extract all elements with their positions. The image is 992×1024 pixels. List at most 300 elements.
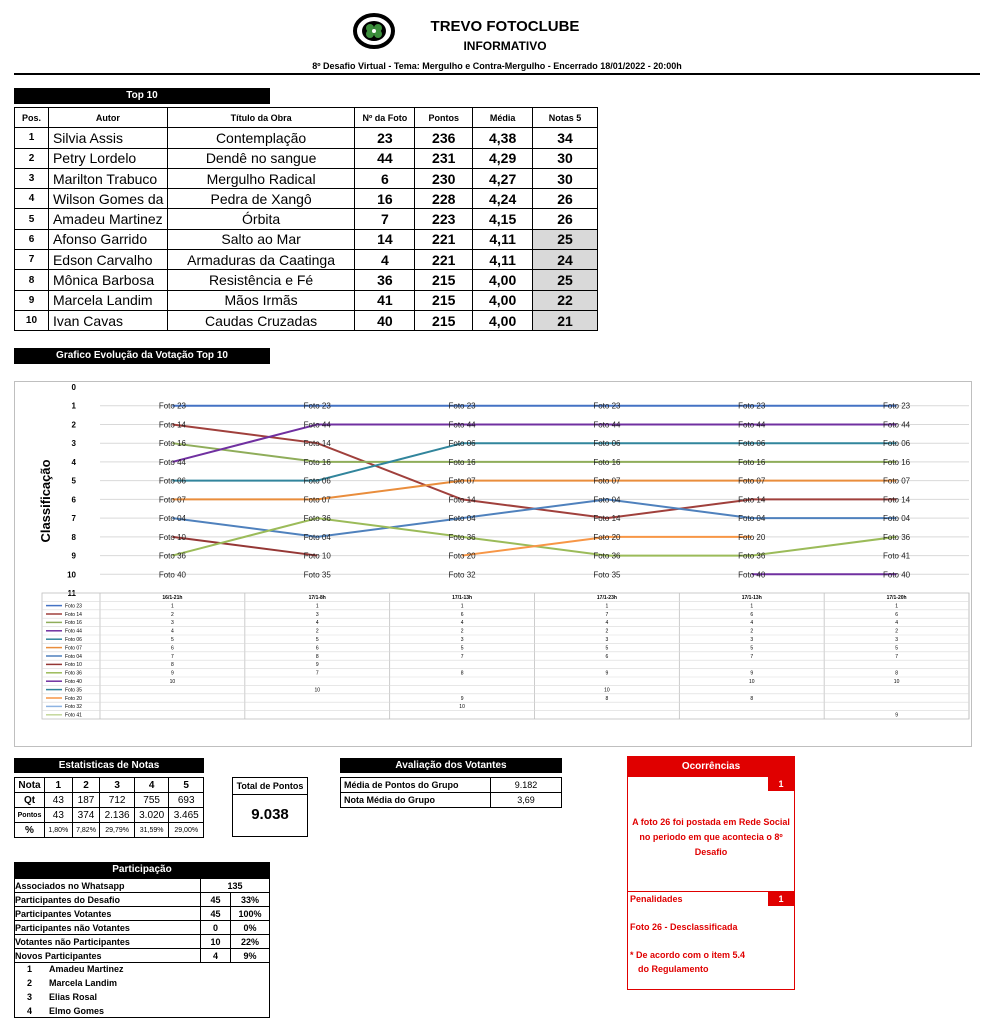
data-label: Foto 23 [303, 401, 331, 411]
cell: 2.136 [100, 808, 135, 823]
cell: 374 [72, 808, 100, 823]
top10-cell: 215 [415, 290, 473, 310]
cell: 693 [169, 793, 204, 808]
ocorrencias-box [627, 756, 795, 990]
top10-cell: 40 [355, 310, 415, 330]
data-label: Foto 06 [448, 439, 476, 449]
top10-cell: Pedra de Xangô [167, 189, 355, 209]
data-table-value: 2 [605, 628, 609, 635]
data-label: Foto 16 [448, 457, 476, 467]
data-label: Foto 23 [593, 401, 621, 411]
data-label: Foto 14 [448, 495, 476, 505]
data-table-value: 6 [895, 611, 898, 618]
top10-cell: 4,00 [473, 270, 533, 290]
top10-cell: Mergulho Radical [167, 168, 355, 188]
data-label: Foto 10 [303, 551, 331, 561]
col-header: Pos. [15, 108, 49, 128]
data-table-value: 7 [605, 611, 609, 618]
data-label: Foto 07 [448, 476, 476, 486]
data-table-value: 2 [750, 628, 754, 635]
top10-cell: Dendê no sangue [167, 148, 355, 168]
top10-cell: 236 [415, 128, 473, 148]
data-label: Foto 44 [738, 420, 766, 430]
data-label: Foto 16 [593, 457, 621, 467]
col-header: Autor [48, 108, 167, 128]
data-table-value: 8 [750, 695, 754, 702]
top10-cell: 9 [15, 290, 49, 310]
top10-cell: 5 [15, 209, 49, 229]
legend-label: Foto 14 [65, 611, 82, 618]
participacao-row [15, 879, 270, 893]
data-table-value: 6 [315, 645, 319, 652]
legend-label: Foto 35 [65, 687, 82, 694]
data-label: Foto 14 [158, 420, 186, 430]
legend-label: Foto 23 [65, 603, 82, 610]
top10-cell: Mônica Barbosa [48, 270, 167, 290]
participacao-row [15, 935, 270, 949]
cell: 9% [231, 949, 270, 963]
data-label: Foto 07 [593, 476, 621, 486]
x-category-label: 17/1-23h [596, 595, 617, 601]
cell: 45 [201, 907, 231, 921]
x-category-label: 17/1-8h [308, 595, 326, 601]
data-label: Foto 07 [738, 476, 766, 486]
data-table-value: 8 [605, 695, 609, 702]
top10-cell: Armaduras da Caatinga [167, 250, 355, 270]
participacao-table [14, 878, 270, 963]
data-table-value: 5 [315, 637, 319, 643]
data-label: Foto 10 [158, 532, 186, 542]
data-table-value: 4 [315, 620, 319, 627]
data-table-value: 5 [460, 645, 464, 652]
data-table-value: 4 [750, 620, 754, 627]
cell: 1,80% [45, 823, 73, 838]
y-tick-label: 8 [71, 532, 76, 542]
legend-label: Foto 06 [65, 637, 82, 643]
top10-cell: Órbita [167, 209, 355, 229]
top10-row [15, 209, 598, 229]
col-header: Nº da Foto [355, 108, 415, 128]
data-table-value: 5 [750, 645, 754, 652]
col-header: Média [473, 108, 533, 128]
y-tick-label: 7 [71, 514, 76, 524]
data-table-value: 3 [460, 637, 464, 643]
cell: 3 [100, 778, 135, 793]
data-label: Foto 04 [883, 514, 911, 524]
data-label: Foto 06 [303, 476, 331, 486]
x-category-label: 16/1-21h [162, 595, 183, 601]
top10-row [15, 270, 598, 290]
data-label: Foto 20 [738, 532, 766, 542]
legend-label: Foto 44 [65, 628, 82, 635]
cell: Participantes do Desafio [15, 893, 201, 907]
list-item [27, 1006, 104, 1016]
data-label: Foto 23 [883, 401, 911, 411]
notas-header-row [15, 778, 204, 793]
top10-cell: 2 [15, 148, 49, 168]
event-line: 8º Desafio Virtual - Tema: Mergulho e Contra-Mergulho - Encerrado 18/01/2022 - 20:00h [312, 61, 682, 71]
col-header: Título da Obra [167, 108, 355, 128]
top10-row [15, 250, 598, 270]
top10-cell: 221 [415, 250, 473, 270]
participacao-row [15, 949, 270, 963]
ocorrencias-count: 1 [768, 777, 794, 791]
cell: 100% [231, 907, 270, 921]
data-label: Foto 40 [738, 570, 766, 580]
data-label: Foto 14 [883, 495, 911, 505]
data-label: Foto 06 [593, 439, 621, 449]
top10-cell: 30 [533, 148, 598, 168]
data-label: Foto 06 [158, 476, 186, 486]
top10-row [15, 148, 598, 168]
data-table-value: 8 [895, 670, 898, 677]
list-name: Elias Rosal [49, 992, 98, 1002]
legend-label: Foto 40 [65, 679, 82, 685]
series-line [172, 443, 896, 462]
data-table-value: 9 [895, 712, 898, 719]
cell: 43 [45, 793, 73, 808]
top10-cell: 7 [355, 209, 415, 229]
data-label: Foto 44 [158, 457, 186, 467]
data-table-value: 1 [171, 603, 174, 610]
y-tick-label: 4 [71, 457, 76, 467]
data-table-value: 4 [895, 620, 898, 627]
ocorrencias-title: Ocorrências [628, 757, 794, 777]
data-label: Foto 20 [448, 551, 476, 561]
data-table-value: 9 [460, 695, 464, 702]
data-label: Foto 36 [738, 551, 766, 561]
cell: Participantes Votantes [15, 907, 201, 921]
series-line [172, 481, 896, 500]
data-table-value: 3 [605, 637, 609, 643]
data-label: Foto 07 [158, 495, 186, 505]
data-label: Foto 16 [883, 457, 911, 467]
total-pontos-label: Total de Pontos [233, 778, 307, 795]
penalidades-count: 1 [768, 892, 794, 906]
top10-cell: Mãos Irmãs [167, 290, 355, 310]
estatisticas-title: Estatisticas de Notas [14, 758, 204, 773]
data-table-value: 7 [750, 653, 754, 660]
data-label: Foto 23 [738, 401, 766, 411]
data-table-value: 3 [315, 611, 319, 618]
cell: 29,79% [100, 823, 135, 838]
estatisticas-table [14, 777, 204, 838]
list-name: Amadeu Martinez [49, 964, 124, 974]
data-table-value: 10 [604, 687, 610, 694]
top10-cell: 6 [15, 229, 49, 249]
list-index: 2 [27, 978, 33, 988]
avaliacao-row [341, 793, 562, 808]
data-table-value: 1 [750, 603, 754, 610]
data-table-value: 4 [171, 628, 174, 635]
legend-label: Foto 32 [65, 704, 82, 711]
data-label: Foto 16 [738, 457, 766, 467]
total-pontos-value: 9.038 [251, 806, 289, 823]
legend-label: Foto 36 [65, 670, 82, 677]
list-index: 4 [27, 1006, 33, 1016]
top10-cell: Silvia Assis [48, 128, 167, 148]
cell: 4 [134, 778, 169, 793]
top10-cell: Wilson Gomes da [48, 189, 167, 209]
data-label: Foto 44 [448, 420, 476, 430]
cell: 3.465 [169, 808, 204, 823]
cell: Associados no Whatsapp [15, 879, 201, 893]
data-label: Foto 44 [303, 420, 331, 430]
data-label: Foto 04 [448, 514, 476, 524]
top10-cell: 228 [415, 189, 473, 209]
cell: 43 [45, 808, 73, 823]
participacao-row [15, 907, 270, 921]
data-label: Foto 14 [738, 495, 766, 505]
top10-cell: 8 [15, 270, 49, 290]
novos-participantes-list [14, 962, 270, 1018]
data-table-value: 3 [750, 637, 754, 643]
data-label: Foto 04 [593, 495, 621, 505]
cell: 33% [231, 893, 270, 907]
top10-cell: 4 [15, 189, 49, 209]
data-label: Foto 41 [883, 551, 911, 561]
x-category-label: 17/1-20h [886, 595, 907, 601]
data-label: Foto 20 [593, 532, 621, 542]
top10-cell: Ivan Cavas [48, 310, 167, 330]
data-label: Foto 07 [883, 476, 911, 486]
avaliacao-row [341, 778, 562, 793]
penalidades-label: Penalidades [630, 894, 683, 904]
line-chart [14, 381, 972, 747]
report-subtitle: INFORMATIVO [463, 39, 547, 53]
data-table-value: 1 [460, 603, 464, 610]
y-tick-label: 0 [71, 383, 76, 392]
x-category-label: 17/1-13h [452, 595, 473, 601]
data-label: Foto 32 [448, 570, 476, 580]
data-table-value: 1 [315, 603, 319, 610]
legend-label: Foto 10 [65, 662, 82, 669]
top10-cell: 4 [355, 250, 415, 270]
data-table-value: 7 [315, 670, 319, 677]
data-label: Foto 35 [593, 570, 621, 580]
top10-cell: 26 [533, 189, 598, 209]
data-table-value: 3 [171, 620, 174, 627]
top10-cell: 4,38 [473, 128, 533, 148]
data-table-value: 7 [171, 653, 174, 660]
top10-cell: 4,00 [473, 290, 533, 310]
data-label: Foto 36 [593, 551, 621, 561]
list-name: Elmo Gomes [49, 1006, 105, 1016]
data-table-value: 9 [605, 670, 609, 677]
top10-cell: 223 [415, 209, 473, 229]
regulamento-note: * De acordo com o item 5.4 [630, 950, 746, 960]
cell: Pontos [15, 808, 45, 823]
top10-cell: Amadeu Martinez [48, 209, 167, 229]
top10-cell: Salto ao Mar [167, 229, 355, 249]
legend-label: Foto 07 [65, 645, 82, 652]
top10-cell: 231 [415, 148, 473, 168]
cell: 31,59% [134, 823, 169, 838]
data-label: Foto 06 [883, 439, 911, 449]
y-tick-label: 2 [71, 420, 76, 430]
data-label: Foto 36 [158, 551, 186, 561]
penalidade-text: Foto 26 - Desclassificada [630, 922, 738, 932]
col-header: Notas 5 [533, 108, 598, 128]
data-table-value: 4 [605, 620, 609, 627]
cell: Qt [15, 793, 45, 808]
cell: 712 [100, 793, 135, 808]
top10-cell: Contemplação [167, 128, 355, 148]
top10-cell: 3 [15, 168, 49, 188]
list-index: 3 [27, 992, 33, 1002]
y-tick-label: 3 [71, 439, 76, 449]
header-divider [14, 73, 980, 75]
series-line [172, 424, 896, 518]
data-table-value: 5 [171, 637, 174, 643]
x-category-label: 17/1-13h [741, 595, 762, 601]
col-header: Pontos [415, 108, 473, 128]
top10-cell: 44 [355, 148, 415, 168]
top10-cell: 4,27 [473, 168, 533, 188]
top10-cell: 23 [355, 128, 415, 148]
top10-cell: 30 [533, 168, 598, 188]
participacao-row [15, 893, 270, 907]
top10-cell: 4,24 [473, 189, 533, 209]
notas-qt-row [15, 793, 204, 808]
regulamento-note-2: do Regulamento [638, 964, 709, 974]
data-table-value: 10 [459, 704, 465, 711]
data-table-value: 7 [895, 653, 898, 660]
top10-cell: 1 [15, 128, 49, 148]
data-table-value: 9 [315, 662, 319, 669]
data-label: Foto 04 [158, 514, 186, 524]
data-table-frame [42, 593, 969, 719]
data-label: Foto 04 [738, 514, 766, 524]
legend-label: Foto 16 [65, 620, 82, 627]
top10-row [15, 128, 598, 148]
cell: 0 [201, 921, 231, 935]
top10-cell: Marcela Landim [48, 290, 167, 310]
top10-row [15, 310, 598, 330]
top10-cell: 215 [415, 270, 473, 290]
data-label: Foto 04 [303, 532, 331, 542]
y-tick-label: 1 [71, 401, 76, 411]
y-tick-label: 5 [71, 476, 76, 486]
top10-cell: 14 [355, 229, 415, 249]
top10-cell: 6 [355, 168, 415, 188]
cell: 5 [169, 778, 204, 793]
top10-cell: 215 [415, 310, 473, 330]
data-table-value: 9 [750, 670, 754, 677]
data-table-value: 6 [171, 645, 174, 652]
cell: Votantes não Participantes [15, 935, 201, 949]
data-label: Foto 14 [593, 514, 621, 524]
data-table-value: 8 [460, 670, 464, 677]
list-item [27, 992, 97, 1002]
list-item [27, 964, 124, 974]
legend-label: Foto 20 [65, 695, 82, 702]
top10-cell: 4,15 [473, 209, 533, 229]
cell: 3,69 [491, 793, 562, 808]
top10-cell: 7 [15, 250, 49, 270]
cell: 4 [201, 949, 231, 963]
data-table-value: 10 [893, 679, 900, 685]
data-label: Foto 14 [303, 439, 331, 449]
data-label: Foto 36 [448, 532, 476, 542]
top10-cell: 4,29 [473, 148, 533, 168]
data-table-value: 8 [171, 662, 174, 669]
data-label: Foto 40 [158, 570, 186, 580]
top10-cell: 26 [533, 209, 598, 229]
data-label: Foto 35 [303, 570, 331, 580]
top10-cell: 4,00 [473, 310, 533, 330]
top10-cell: Resistência e Fé [167, 270, 355, 290]
top10-row [15, 229, 598, 249]
top10-cell: Edson Carvalho [48, 250, 167, 270]
data-table-value: 6 [750, 611, 754, 618]
list-name: Marcela Landim [49, 978, 118, 988]
y-tick-label: 6 [71, 495, 76, 505]
total-pontos-box [232, 777, 308, 837]
top10-header-row [15, 108, 598, 128]
cell: Nota [15, 778, 45, 793]
data-label: Foto 23 [158, 401, 186, 411]
cell: 0% [231, 921, 270, 935]
cell: 10 [201, 935, 231, 949]
cell: 22% [231, 935, 270, 949]
data-label: Foto 36 [303, 514, 331, 524]
data-label: Foto 36 [883, 532, 911, 542]
cell: % [15, 823, 45, 838]
data-table-value: 10 [748, 679, 755, 685]
participacao-row [15, 921, 270, 935]
top10-row [15, 290, 598, 310]
top10-cell: Petry Lordelo [48, 148, 167, 168]
series-line [172, 537, 317, 556]
data-table-value: 4 [460, 620, 464, 627]
data-table-value: 10 [314, 687, 321, 694]
top10-cell: 24 [533, 250, 598, 270]
club-logo [352, 12, 396, 50]
top10-cell: 21 [533, 310, 598, 330]
top10-table [14, 107, 598, 331]
top10-title: Top 10 [14, 88, 270, 104]
notas-pct-row [15, 823, 204, 838]
chart-section-title: Grafico Evolução da Votação Top 10 [14, 348, 270, 364]
top10-cell: 4,11 [473, 250, 533, 270]
data-table-value: 6 [605, 653, 609, 660]
cell: 1 [45, 778, 73, 793]
data-label: Foto 23 [448, 401, 476, 411]
y-tick-label: 10 [67, 570, 76, 580]
top10-cell: 22 [533, 290, 598, 310]
data-table-value: 5 [895, 645, 898, 652]
data-label: Foto 07 [303, 495, 331, 505]
data-label: Foto 16 [303, 457, 331, 467]
participacao-title: Participação [14, 862, 270, 878]
y-tick-label: 11 [67, 589, 76, 599]
top10-cell: 25 [533, 229, 598, 249]
data-label: Foto 06 [738, 439, 766, 449]
top10-cell: 36 [355, 270, 415, 290]
club-title: TREVO FOTOCLUBE [430, 18, 580, 35]
avaliacao-table [340, 777, 562, 808]
top10-cell: 221 [415, 229, 473, 249]
data-label: Foto 40 [883, 570, 911, 580]
data-table-value: 3 [895, 637, 898, 643]
data-table-value: 2 [895, 628, 898, 635]
top10-cell: 10 [15, 310, 49, 330]
legend-label: Foto 04 [65, 653, 82, 660]
data-table-value: 2 [460, 628, 464, 635]
data-label: Foto 44 [883, 420, 911, 430]
list-index: 1 [27, 964, 33, 974]
